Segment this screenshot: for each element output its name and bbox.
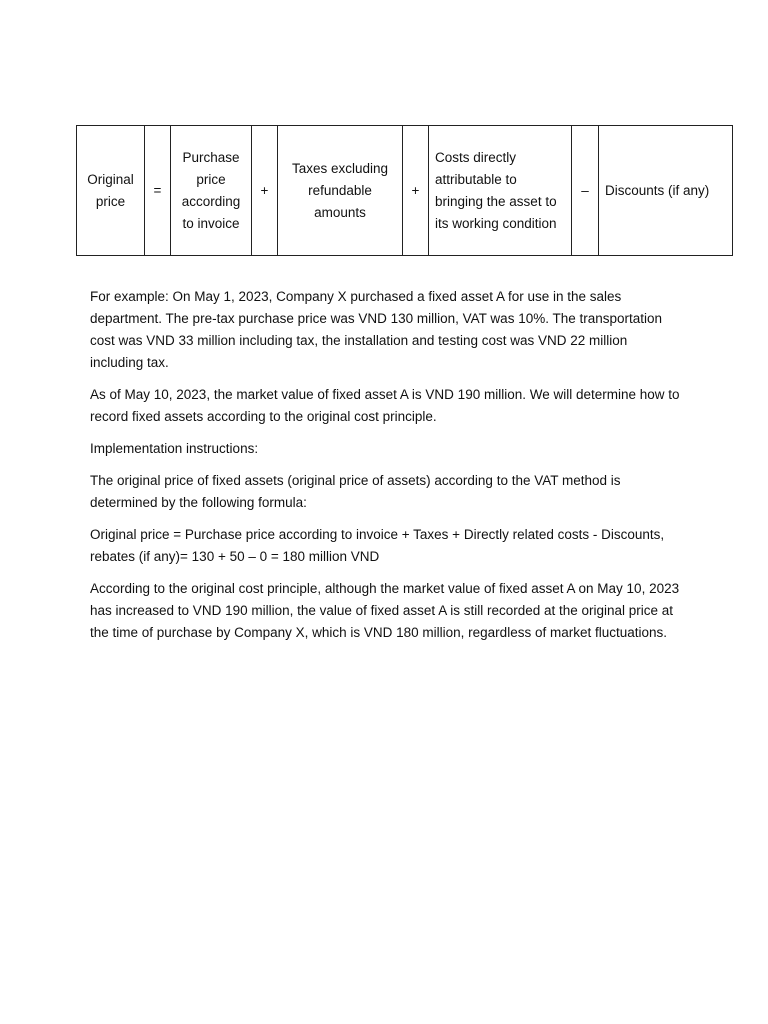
- cell-original-price: Original price: [77, 126, 145, 256]
- paragraph-market-value: As of May 10, 2023, the market value of fixed asset A is VND 190 million. We will determine how to record fixed assets according to the original cost principle.: [90, 387, 680, 424]
- cell-purchase-price: Purchase price according to invoice: [171, 126, 252, 256]
- cell-minus-sign: –: [572, 126, 599, 256]
- paragraph-example: For example: On May 1, 2023, Company X purchased a fixed asset A for use in the sales department. The pre-tax purchase price was VND 130 million, VAT was 10%. The transportation cost was VND 33 million including tax, the installation and testing cost was VND 22 million including tax.: [90, 289, 663, 370]
- cell-taxes: Taxes excluding refundable amounts: [278, 126, 403, 256]
- formula-table: [76, 125, 733, 256]
- cell-plus-sign-1: +: [252, 126, 278, 256]
- paragraph-conclusion: According to the original cost principle, although the market value of fixed asset A on May 10, 2023 has increased to VND 190 million, the value of fixed asset A is still recorded at the original price at the time of purchase by Company X, which is VND 180 million, regardless of market fluctuations.: [90, 581, 680, 640]
- cell-equals-sign: =: [145, 126, 171, 256]
- body-text: [90, 286, 680, 654]
- formula-row: [77, 126, 733, 256]
- paragraph-formula-intro: The original price of fixed assets (original price of assets) according to the VAT method is determined by the following formula:: [90, 473, 621, 510]
- paragraph-instructions-heading: Implementation instructions:: [90, 441, 259, 456]
- cell-plus-sign-2: +: [403, 126, 429, 256]
- cell-discounts: Discounts (if any): [599, 126, 733, 256]
- paragraph-formula: Original price = Purchase price according to invoice + Taxes + Directly related costs - Discounts, rebates (if any)= 130 + 50 – 0 = 180 million VND: [90, 527, 665, 564]
- cell-direct-costs: Costs directly attributable to bringing the asset to its working condition: [429, 126, 572, 256]
